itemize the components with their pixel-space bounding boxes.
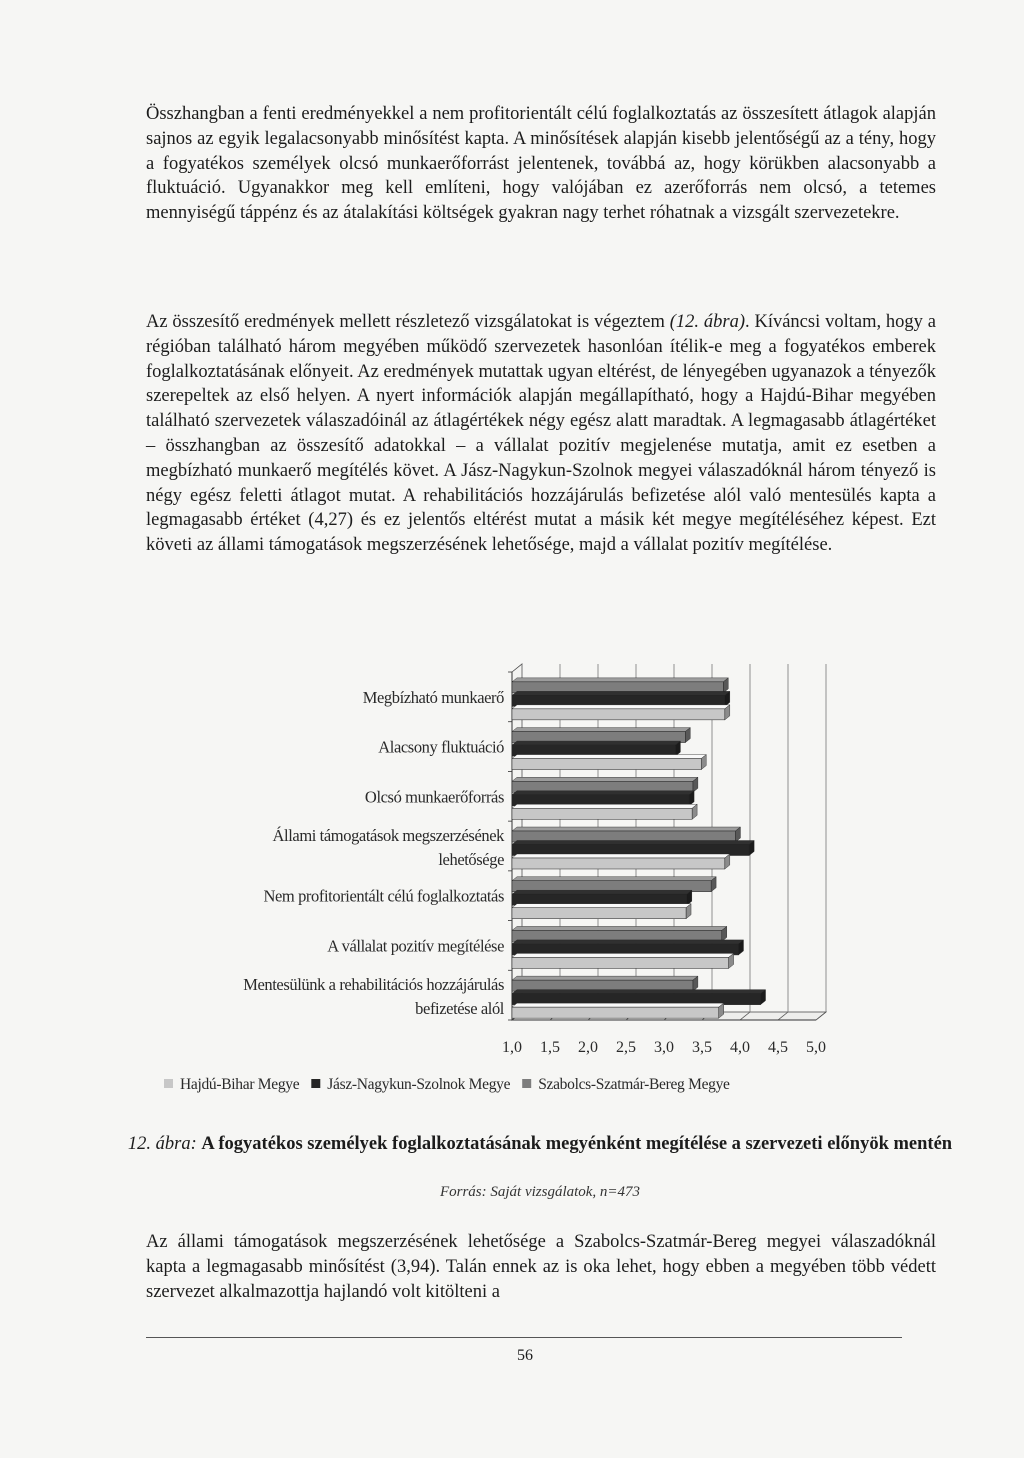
category-label: Olcsó munkaerőforrás	[364, 787, 504, 807]
legend-label: Jász-Nagykun-Szolnok Megye	[327, 1076, 511, 1093]
figure-label: 12. ábra:	[127, 1134, 197, 1154]
bar	[512, 908, 686, 919]
bar-top	[512, 678, 728, 682]
bar	[512, 957, 729, 968]
x-tick-label: 2,5	[616, 1039, 636, 1056]
legend-label: Hajdú-Bihar Megye	[180, 1076, 300, 1093]
bar-top	[512, 841, 754, 845]
x-tick-label: 4,0	[730, 1039, 750, 1056]
bar-top	[512, 827, 740, 831]
bar-top	[512, 976, 698, 980]
bar	[512, 759, 701, 770]
paragraph-1: Összhangban a fenti eredményekkel a nem profitorientált célú foglalkoztatás az összesített átlagok alapján sajnos az egyik legalacsonyabb minősítést kapta. A minősítések alapján kisebb jelentőségű az a tény, hogy a fogyatékos személyek olcsó munkaerőforrást jelentenek, továbbá az, hogy körükben alacsonyabb a fluktuáció. Ugyanakkor meg kell említeni, hogy valójában ez azerőforrás nem olcsó, a tetemes mennyiségű táppénz és az átalakítási költségek gyakran nagy terhet róhatnak a vizsgált szervezetekre.	[146, 104, 936, 224]
paragraph-2-start: Az összesítő eredmények mellett részletező vizsgálatokat is végeztem	[146, 312, 670, 332]
bar-top	[512, 990, 766, 994]
legend-swatch	[311, 1079, 320, 1088]
figure-title: A fogyatékos személyek foglalkoztatásának megyénként megítélése a szervezeti előnyök mentén	[201, 1134, 953, 1154]
category-label: befizetése alól	[415, 999, 504, 1019]
bar-top	[512, 691, 730, 695]
bar-top	[512, 728, 690, 732]
category-label: A vállalat pozitív megítélése	[327, 936, 504, 956]
legend-label: Szabolcs-Szatmár-Bereg Megye	[538, 1076, 730, 1093]
bar-top	[512, 741, 680, 745]
category-label: lehetősége	[438, 850, 504, 869]
x-tick-label: 1,0	[502, 1039, 522, 1056]
legend-swatch	[522, 1079, 531, 1088]
bar-top	[512, 877, 716, 881]
figure-source: Forrás: Saját vizsgálatok, n=473	[439, 1184, 641, 1200]
x-tick-label: 3,5	[692, 1039, 712, 1056]
bar-top	[512, 791, 694, 795]
paragraph-2	[146, 310, 936, 558]
bar	[512, 808, 692, 819]
figure-caption	[120, 1132, 960, 1156]
x-tick-label: 5,0	[806, 1039, 826, 1056]
x-tick-label: 2,0	[578, 1039, 598, 1056]
footer-rule	[146, 1337, 902, 1338]
bar-top	[512, 777, 698, 781]
bar	[512, 709, 725, 720]
bar-top	[512, 953, 734, 957]
bar-top	[512, 904, 691, 908]
paragraph-3: Az állami támogatások megszerzésének lehetősége a Szabolcs-Szatmár-Bereg megyei válaszadóknál kapta a legmagasabb minősítést (3,94). Talán ennek az is oka lehet, hogy ebben a megyében több védett szervezet alkalmazottja hajlandó volt kitölteni a	[146, 1232, 936, 1302]
category-label: Mentesülünk a rehabilitációs hozzájárulás	[243, 975, 504, 995]
legend-swatch	[164, 1079, 173, 1088]
bar-top	[512, 926, 727, 930]
bar-top	[512, 890, 692, 894]
page-number: 56	[517, 1347, 533, 1364]
bar-chart	[150, 640, 890, 1100]
bar-top	[512, 705, 730, 709]
bar	[512, 1007, 719, 1018]
x-tick-label: 1,5	[540, 1039, 560, 1056]
bar-top	[512, 1003, 724, 1007]
bar-top	[512, 854, 730, 858]
bar	[512, 858, 725, 869]
figure-reference: (12. ábra)	[669, 312, 745, 332]
paragraph-2-rest: . Kíváncsi voltam, hogy a régióban található három megyében működő szervezetek hasonlóan ítélik-e meg a fogyatékos emberek foglalkoztatásának előnyeit. Az eredmények mutattak ugyan eltérést, de lényegében ugyanazok a tényezők szerepeltek az első helyen. A nyert információk alapján megállapítható, hogy a Hajdú-Bihar megyében található szervezetek válaszadóinál az átlagértékek négy egész alatt maradtak. A legmagasabb átlagértéket – összhangban az összesítő adatokkal – a vállalat pozitív megjelenése mutatja, amit ez esetben a megbízható munkaerő megítélés követ. A Jász-Nagykun-Szolnok megyei válaszadóknál három tényező is négy egész feletti átlagot mutat. A rehabilitációs hozzájárulás befizetése alól való mentesülés kapta a legmagasabb értéket (4,27) és ez jelentős eltérést mutat a másik két megye megítéléséhez képest. Ezt követi az állami támogatások megszerzésének lehetősége, majd a vállalat pozitív megítélése.	[146, 312, 936, 556]
category-label: Nem profitorientált célú foglalkoztatás	[263, 886, 504, 906]
bar-top	[512, 940, 743, 944]
bar-top	[512, 755, 706, 759]
x-tick-label: 3,0	[654, 1039, 674, 1056]
category-label: Alacsony fluktuáció	[378, 737, 504, 757]
category-label: Állami támogatások megszerzésének	[272, 826, 504, 845]
x-tick-label: 4,5	[768, 1039, 788, 1056]
bar-top	[512, 804, 697, 808]
category-label: Megbízható munkaerő	[362, 687, 504, 707]
